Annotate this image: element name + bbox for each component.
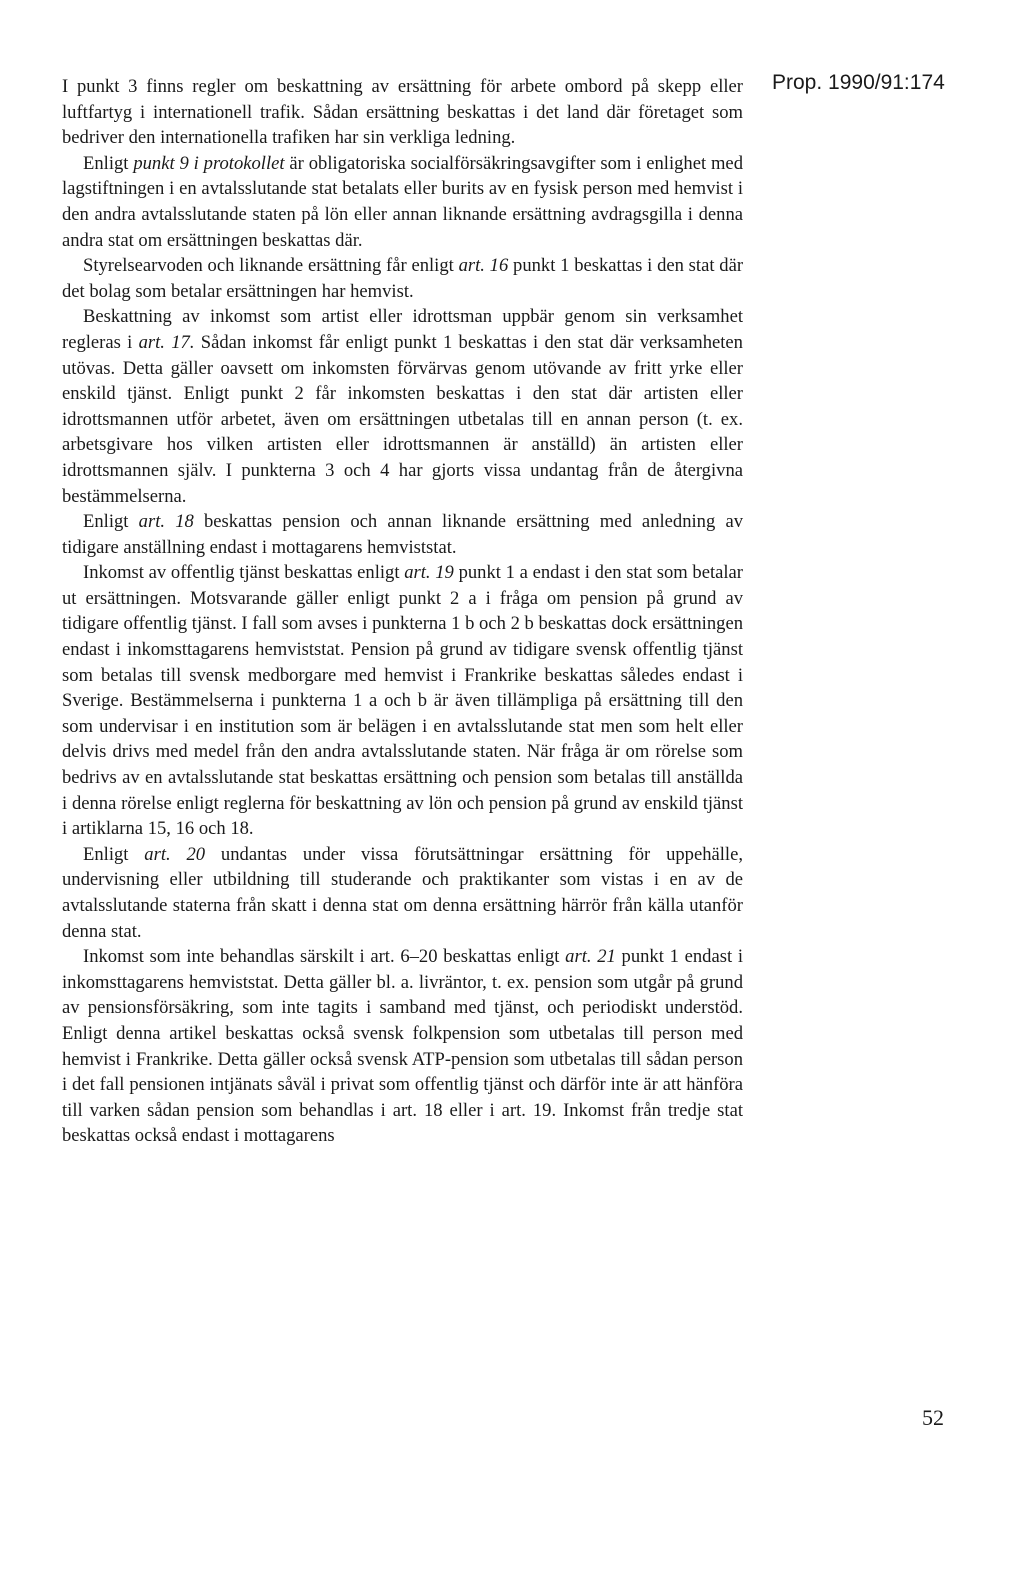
paragraph-5-post: beskattas pension och annan liknande ersättning med anledning av tidigare anställning endast i mottagarens hemviststat. (62, 511, 744, 558)
paragraph-7-pre: Enligt (83, 843, 145, 865)
paragraph-4-ref: art. 17. (138, 331, 195, 353)
paragraph-1: I punkt 3 finns regler om beskattning av ersättning för arbete ombord på skepp eller luftfartyg i internationell trafik. Sådan ersättning beskattas i det land där företaget som bedriver den internationella trafiken har sin verkliga ledning. (62, 76, 743, 149)
paragraph-2 (62, 151, 743, 253)
proposition-header: Prop. 1990/91:174 (772, 71, 945, 94)
paragraph-6-post: punkt 1 a endast i den stat som betalar ut ersättningen. Motsvarande gäller enligt punkt 2 a i fråga om pension på grund av tidigare offentlig tjänst. I fall som avses i punkterna 1 b och 2 b beskattas dock ersättningen endast i inkomsttagarens hemviststat. Pension på grund av tidigare svensk offentlig tjänst som betalas till svensk medborgare med hemvist i Frankrike beskattas således endast i Sverige. Bestämmelserna i punkterna 1 a och b är även tillämpliga på ersättning till den som undervisar i en institution som är belägen i en avtalsslutande stat men som helt eller delvis drivs med medel från den andra avtalsslutande staten. När fråga är om rörelse som bedrivs av en avtalsslutande stat beskattas ersättning och pension som betalas till anställda i denna rörelse enligt reglerna för beskattning av lön och pension på grund av enskild tjänst i artiklarna 15, 16 och 18. (62, 562, 743, 840)
paragraph-8 (62, 944, 743, 1149)
paragraph-2-ref: punkt 9 i protokollet (133, 152, 285, 174)
paragraph-6-pre: Inkomst av offentlig tjänst beskattas enligt (83, 562, 405, 584)
paragraph-8-pre: Inkomst som inte behandlas särskilt i art. 6–20 beskattas enligt (83, 946, 566, 968)
paragraph-4-pre: Beskattning av inkomst som artist eller idrottsman uppbär genom sin verksamhet regleras i (62, 306, 743, 353)
paragraph-7 (62, 842, 743, 944)
paragraph-8-ref: art. 21 (565, 946, 616, 968)
paragraph-7-ref: art. 20 (144, 843, 206, 865)
page-number: 52 (922, 1405, 944, 1430)
paragraph-5-ref: art. 18 (138, 511, 194, 533)
paragraph-3 (62, 253, 743, 304)
paragraph-3-ref: art. 16 (458, 255, 509, 277)
paragraph-3-post: punkt 1 beskattas i den stat där det bolag som betalar ersättningen har hemvist. (62, 255, 744, 302)
paragraph-8-post: punkt 1 endast i inkomsttagarens hemviststat. Detta gäller bl. a. livräntor, t. ex. pension som utgår på grund av pensionsförsäkring, som inte tagits i samband med tjänst, och periodiskt understöd. Enligt denna artikel beskattas också svensk folkpension som utbetalas till person med hemvist i Frankrike. Detta gäller också svensk ATP-pension som utbetalas till sådan person i det fall pensionen intjänats såväl i privat som offentlig tjänst och därför inte är att hänföra till varken sådan pension som behandlas i art. 18 eller i art. 19. Inkomst från tredje stat beskattas också endast i mottagarens (62, 946, 743, 1147)
paragraph-5 (62, 509, 743, 560)
paragraph-4-post: Sådan inkomst får enligt punkt 1 beskattas i den stat där verksamheten utövas. Detta gäller oavsett om inkomsten förvärvas genom utövande av fritt yrke eller enskild tjänst. Enligt punkt 2 får inkomsten beskattas i den stat där artisten eller idrottsmannen utför arbetet, även om ersättningen utbetalas till en annan person (t. ex. arbetsgivare hos vilken artisten eller idrottsmannen är anställd) än artisten eller idrottsmannen själv. I punkterna 3 och 4 har gjorts vissa undantag från de återgivna bestämmelserna. (62, 331, 743, 507)
paragraph-2-pre: Enligt (83, 152, 134, 174)
paragraph-7-post: undantas under vissa förutsättningar ersättning för uppehälle, undervisning eller utbildning till studerande och praktikanter som vistas i en av de avtalsslutande staterna från skatt i denna stat om denna ersättning härrör från källa utanför denna stat. (62, 843, 743, 942)
paragraph-6-ref: art. 19 (404, 562, 454, 584)
paragraph-5-pre: Enligt (83, 511, 139, 533)
paragraph-2-post: är obligatoriska socialförsäkringsavgifter som i enlighet med lagstiftningen i en avtalsslutande stat betalats eller burits av en fysisk person med hemvist i den andra avtalsslutande staten på lön eller annan liknande ersättning avdragsgilla i denna andra stat om ersättningen beskattas där. (62, 152, 743, 251)
paragraph-3-pre: Styrelsearvoden och liknande ersättning får enligt (83, 255, 459, 277)
body-text (62, 74, 743, 1149)
paragraph-4 (62, 304, 743, 509)
paragraph-6 (62, 560, 743, 842)
